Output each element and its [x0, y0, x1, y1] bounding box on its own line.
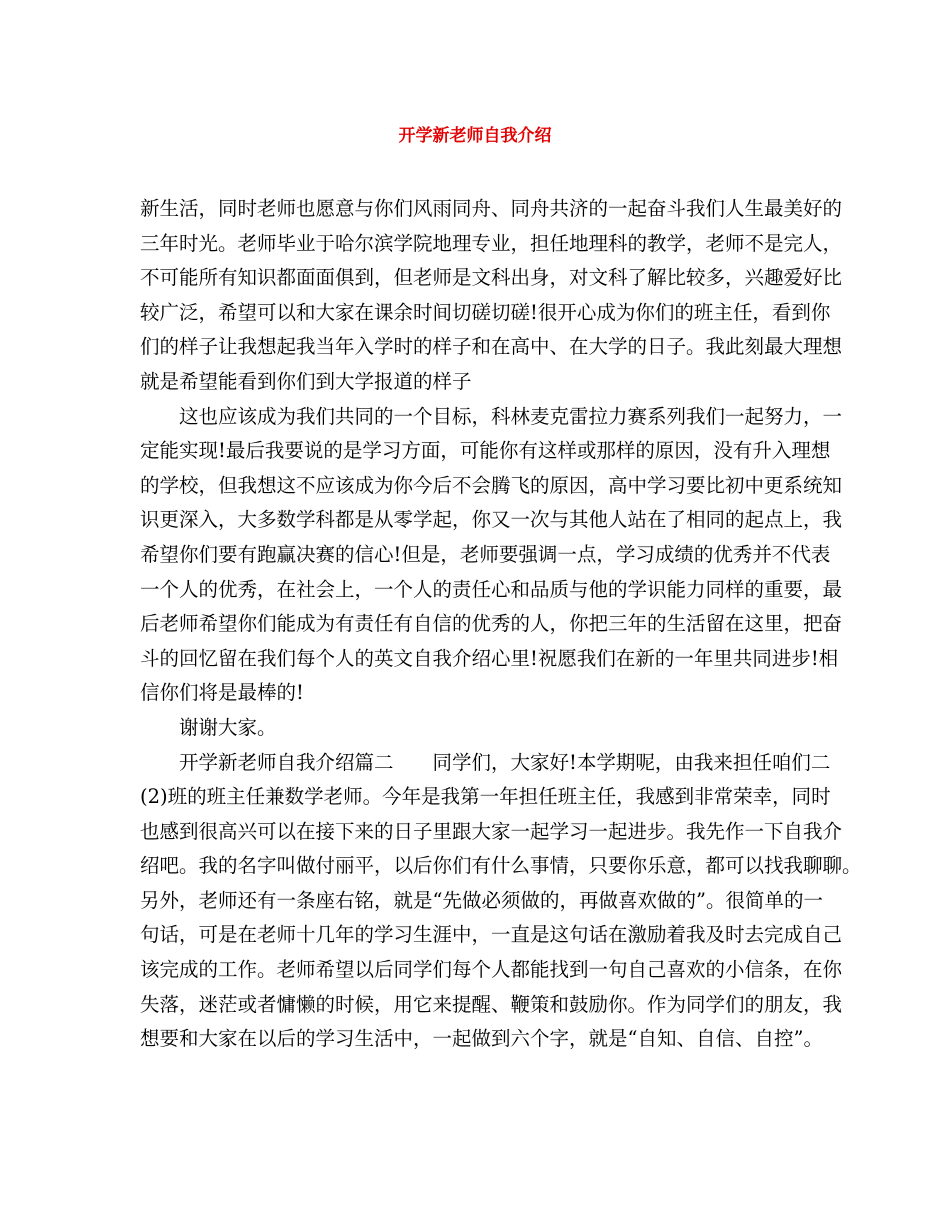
body-line: 开学新老师自我介绍篇二 同学们，大家好!本学期呢，由我来担任咱们二: [140, 750, 831, 774]
body-line: 失落，迷茫或者慵懒的时候，用它来提醒、鞭策和鼓励你。作为同学们的朋友，我: [140, 992, 843, 1016]
body-line: 定能实现!最后我要说的是学习方面，可能你有这样或那样的原因，没有升入理想: [140, 439, 831, 463]
body-line: 谢谢大家。: [140, 715, 277, 739]
body-line: 识更深入，大多数学科都是从零学起，你又一次与其他人站在了相同的起点上，我: [140, 508, 843, 532]
body-line: 们的样子让我想起我当年入学时的样子和在高中、在大学的日子。我此刻最大理想: [140, 335, 843, 359]
body-line: 句话，可是在老师十几年的学习生涯中，一直是这句话在激励着我及时去完成自己: [140, 923, 843, 947]
body-line: 另外，老师还有一条座右铭，就是“先做必须做的，再做喜欢做的”。很简单的一: [140, 888, 823, 912]
body-line: 新生活，同时老师也愿意与你们风雨同舟、同舟共济的一起奋斗我们人生最美好的: [140, 197, 843, 220]
body-line: 绍吧。我的名字叫做付丽平，以后你们有什么事情，只要你乐意，都可以找我聊聊。: [140, 854, 862, 878]
body-line: (2)班的班主任兼数学老师。今年是我第一年担任班主任，我感到非常荣幸，同时: [140, 785, 831, 809]
body-line: 后老师希望你们能成为有责任有自信的优秀的人，你把三年的生活留在这里，把奋: [140, 612, 843, 636]
body-line: 的学校，但我想这不应该成为你今后不会腾飞的原因，高中学习要比初中更系统知: [140, 473, 843, 497]
body-line: 较广泛，希望可以和大家在课余时间切磋切磋!很开心成为你们的班主任，看到你: [140, 300, 831, 324]
body-line: 希望你们要有跑赢决赛的信心!但是，老师要强调一点，学习成绩的优秀并不代表: [140, 542, 831, 566]
body-line: 这也应该成为我们共同的一个目标，科林麦克雷拉力赛系列我们一起努力，一: [140, 404, 843, 428]
body-line: 想要和大家在以后的学习生活中，一起做到六个字，就是“自知、自信、自控”。: [140, 1027, 823, 1051]
body-line: 信你们将是最棒的!: [140, 681, 304, 705]
document-title: 开学新老师自我介绍: [398, 126, 552, 146]
body-line: 该完成的工作。老师希望以后同学们每个人都能找到一句自己喜欢的小信条，在你: [140, 958, 843, 982]
body-line: 一个人的优秀，在社会上，一个人的责任心和品质与他的学识能力同样的重要，最: [140, 577, 843, 601]
body-line: 不可能所有知识都面面俱到，但老师是文科出身，对文科了解比较多，兴趣爱好比: [140, 266, 843, 290]
document-body: [140, 192, 862, 1057]
body-line: 三年时光。老师毕业于哈尔滨学院地理专业，担任地理科的教学，老师不是完人，: [140, 231, 843, 255]
body-line: 也感到很高兴可以在接下来的日子里跟大家一起学习一起进步。我先作一下自我介: [140, 819, 843, 843]
body-line: 斗的回忆留在我们每个人的英文自我介绍心里!祝愿我们在新的一年里共同进步!相: [140, 646, 839, 670]
body-line: 就是希望能看到你们到大学报道的样子: [140, 369, 472, 393]
